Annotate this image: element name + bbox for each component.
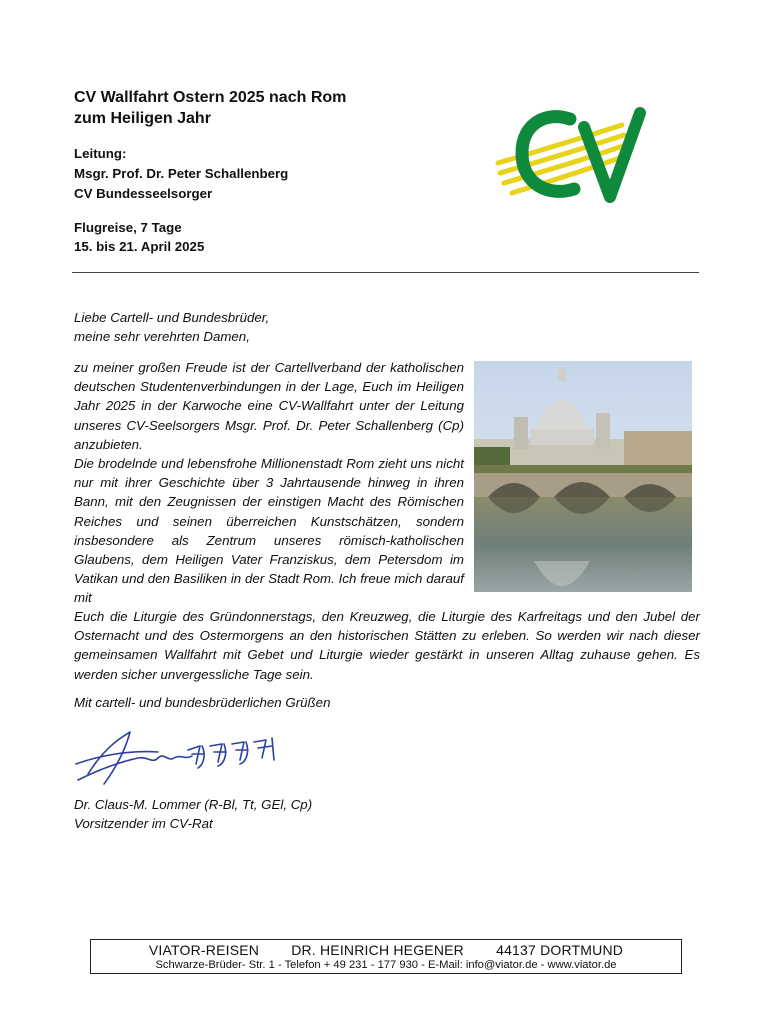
footer-box — [90, 939, 682, 974]
salutation-line-1: Liebe Cartell- und Bundesbrüder, — [74, 310, 270, 325]
signer-name: Dr. Claus-M. Lommer (R-Bl, Tt, GEl, Cp) — [74, 797, 313, 812]
cv-logo — [492, 105, 652, 205]
letter-paragraph-2: Die brodelnde und lebensfrohe Millionenstadt Rom zieht uns nicht nur mit ihrer Geschichte über 3 Jahrtausende hinweg in ihren Bann, mit den Zeugnissen der einstigen Macht des Römischen Reiches und seinen überreichen Kunstschätzen, sondern insbesondere als Zentrum unseres römisch-katholischen Glaubens, dem Heiligen Vater Franziskus, dem Petersdom im Vatikan und den Basiliken in der Stadt Rom. Ich freue mich darauf mit — [74, 456, 464, 606]
header-divider — [72, 272, 699, 273]
letter-paragraph-3: Euch die Liturgie des Gründonnerstags, den Kreuzweg, die Liturgie des Karfreitags und den Jubel der Osternacht und des Ostermorgens an den historischen Stätten zu erleben. So werden wir nach dieser gemeinsamen Wallfahrt mit Gebet und Liturgie wieder gestärkt in unseren Alltag zuhause gehen. Es werden sicher unvergessliche Tage sein. — [74, 609, 700, 682]
title-line-2: zum Heiligen Jahr — [74, 110, 211, 127]
salutation — [74, 308, 269, 346]
signer-block — [74, 795, 312, 833]
footer-line-1 — [91, 941, 681, 959]
letter-body-left — [74, 358, 464, 608]
letter-body-full — [74, 607, 700, 684]
leitung-name: Msgr. Prof. Dr. Peter Schallenberg — [74, 166, 289, 181]
footer-city: 44137 DORTMUND — [496, 942, 624, 958]
trip-dates: 15. bis 21. April 2025 — [74, 239, 205, 254]
handwritten-signature — [68, 724, 288, 788]
footer-contact-line: Schwarze-Brüder- Str. 1 - Telefon + 49 231 - 177 930 - E-Mail: info@viator.de - www.viator.de — [155, 959, 617, 971]
footer-owner: DR. HEINRICH HEGENER — [291, 942, 464, 958]
title-line-1: CV Wallfahrt Ostern 2025 nach Rom — [74, 89, 347, 106]
leitung-label: Leitung: — [74, 146, 127, 161]
signer-role: Vorsitzender im CV-Rat — [74, 816, 213, 831]
document-title — [74, 87, 474, 129]
salutation-line-2: meine sehr verehrten Damen, — [74, 329, 250, 344]
footer-company: VIATOR-REISEN — [148, 942, 260, 958]
leitung-role: CV Bundesseelsorger — [74, 186, 213, 201]
rome-photo — [474, 361, 692, 592]
trip-info — [74, 218, 204, 256]
leitung-block — [74, 144, 288, 204]
trip-type: Flugreise, 7 Tage — [74, 220, 182, 235]
closing-line: Mit cartell- und bundesbrüderlichen Grüßen — [74, 695, 331, 710]
letter-paragraph-1: zu meiner großen Freude ist der Cartellverband der katholischen deutschen Studentenverbindungen in der Lage, Euch im Heiligen Jahr 2025 in der Karwoche eine CV-Wallfahrt unter der Leitung unseres CV-Seelsorgers Msgr. Prof. Dr. Peter Schallenberg (Cp) anzubieten. — [74, 360, 464, 452]
